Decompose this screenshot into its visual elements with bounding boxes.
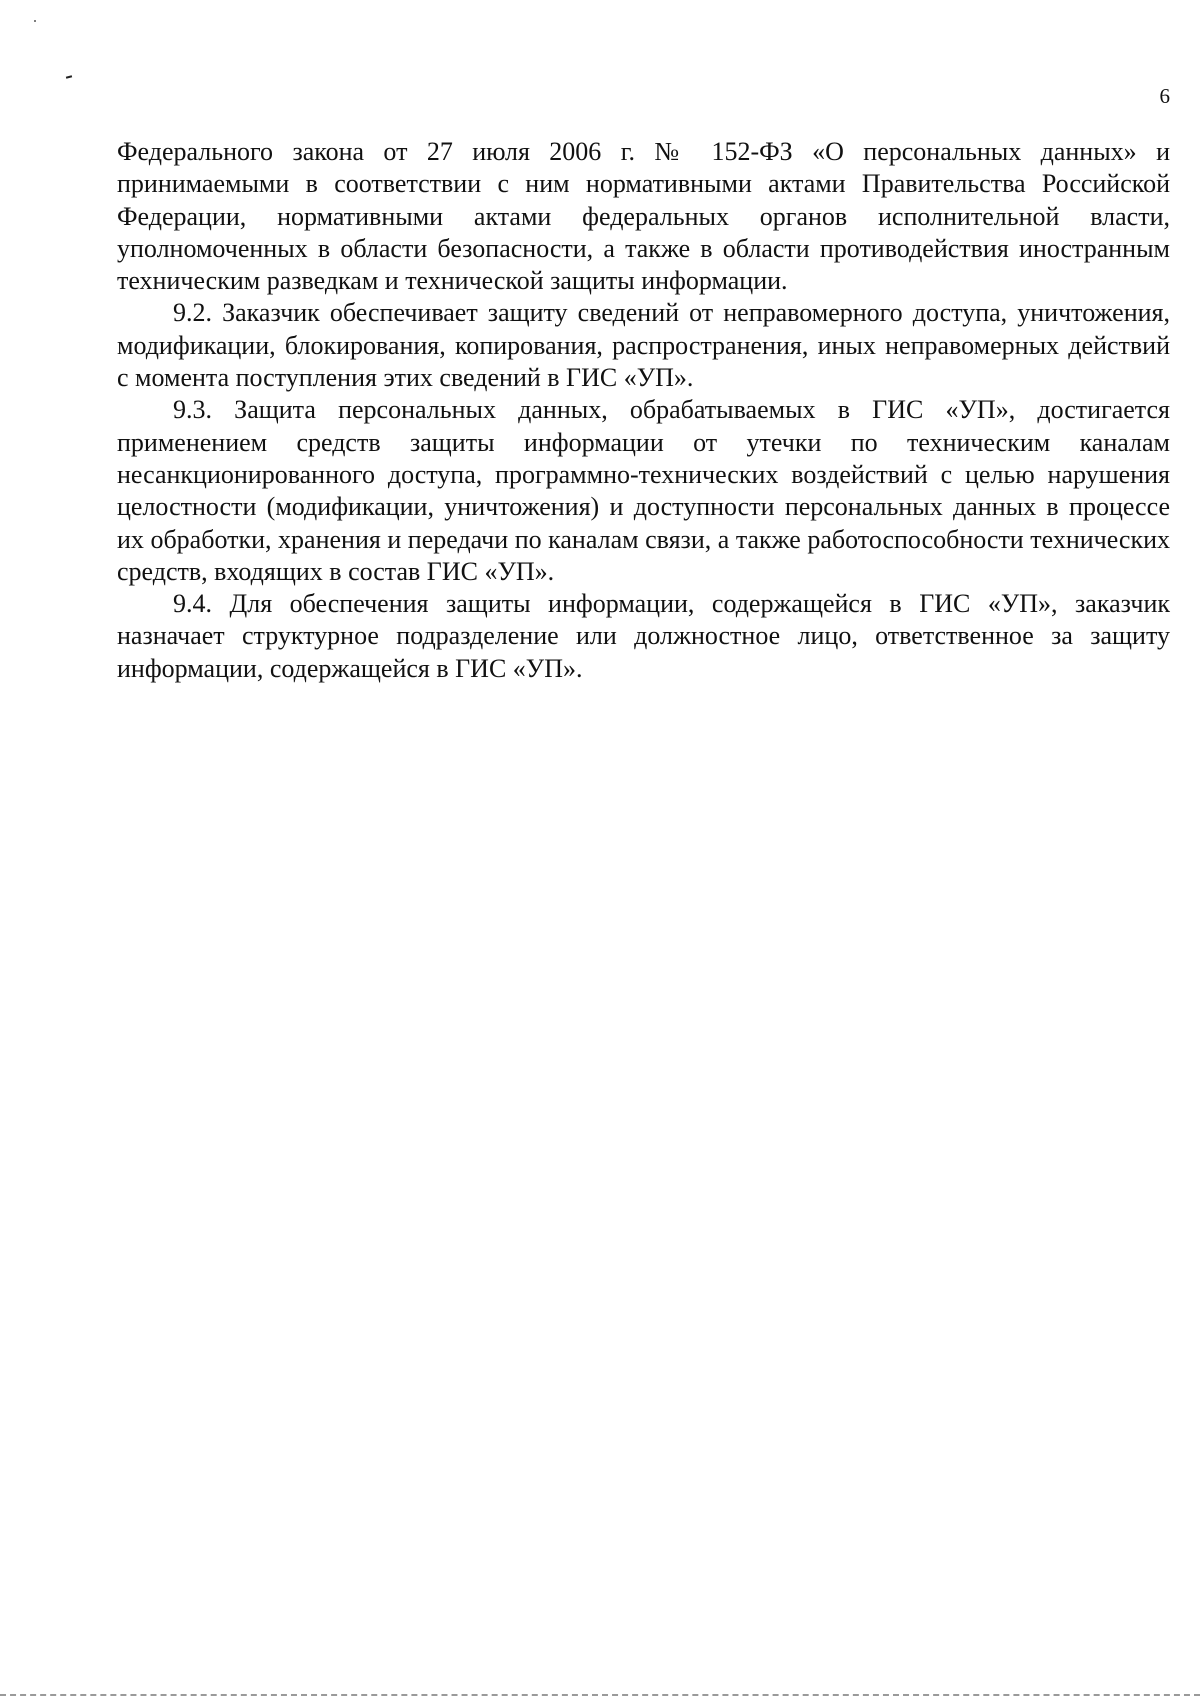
document-body [117,136,1170,685]
paragraph-9-3: 9.3. Защита персональных данных, обрабатываемых в ГИС «УП», достигается применением средств защиты информации от утечки по техническим каналам несанкционированного доступа, программно-технических воздействий с целью нарушения целостности (модификации, уничтожения) и доступности персональных данных в процессе их обработки, хранения и передачи по каналам связи, а также работоспособности технических средств, входящих в состав ГИС «УП». [117,395,1170,586]
scan-speck [34,20,36,22]
page-number: 6 [1159,84,1170,108]
scan-bottom-edge [0,1694,1200,1696]
scan-mark [66,75,72,78]
paragraph-9-2: 9.2. Заказчик обеспечивает защиту сведений от неправомерного доступа, уничтожения, модификации, блокирования, копирования, распространения, иных неправомерных действий с момента поступления этих сведений в ГИС «УП». [117,298,1170,393]
paragraph-9-1-continuation: Федерального закона от 27 июля 2006 г. № 152-ФЗ «О персональных данных» и принимаемыми в соответствии с ним нормативными актами Правительства Российской Федерации, нормативными актами федеральных органов исполнительной власти, уполномоченных в области безопасности, а также в области противодействия иностранным техническим разведкам и технической защиты информации. [117,137,1170,296]
paragraph-9-4: 9.4. Для обеспечения защиты информации, содержащейся в ГИС «УП», заказчик назначает структурное подразделение или должностное лицо, ответственное за защиту информации, содержащейся в ГИС «УП». [117,589,1170,683]
